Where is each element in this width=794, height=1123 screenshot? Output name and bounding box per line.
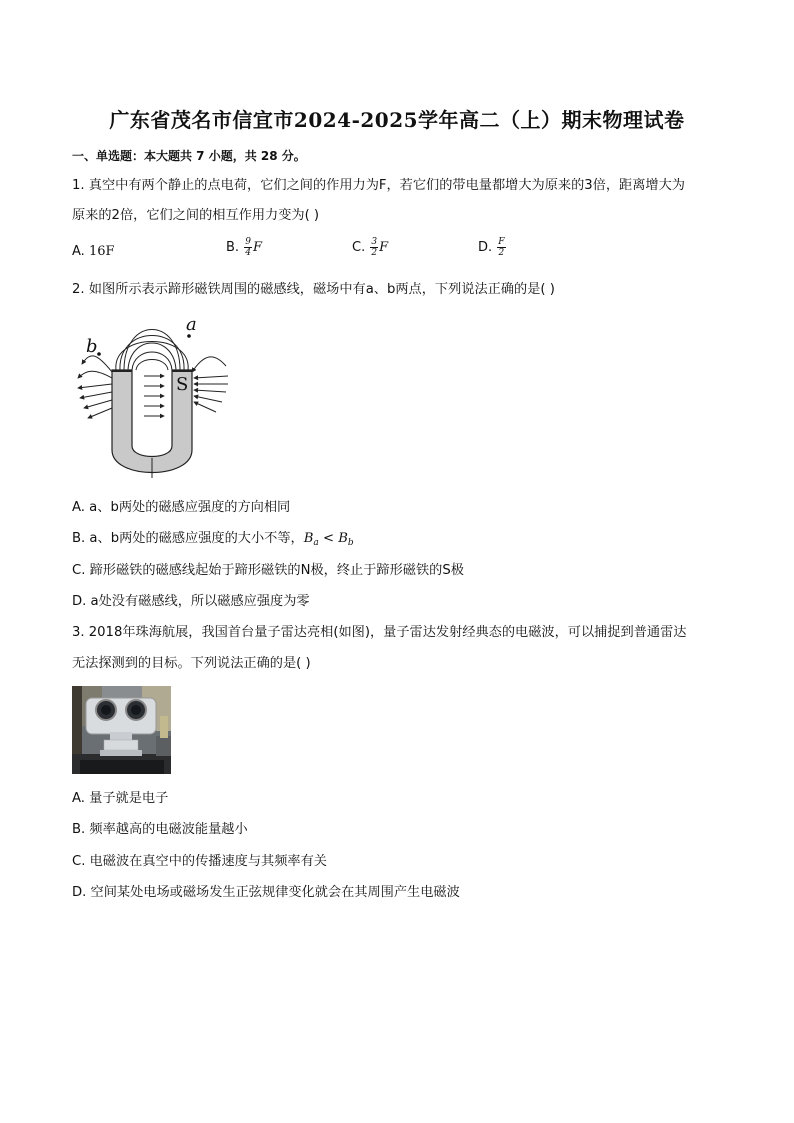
q2-option-a: A. a、b两处的磁感应强度的方向相同 [72, 500, 291, 515]
q1-option-b-var: F [252, 240, 262, 255]
q1-option-b-label: B. [226, 240, 240, 255]
q1-option-a [72, 244, 115, 259]
q3-option-b: B. 频率越高的电磁波能量越小 [72, 822, 248, 837]
q2-option-b-var2: B [338, 531, 348, 546]
label-a: a [186, 314, 197, 335]
quantum-radar-photo [72, 686, 171, 774]
q1-stem-line2: 原来的2倍，它们之间的相互作用力变为( ) [72, 208, 320, 223]
q1-option-c-label: C. [352, 240, 366, 255]
q3-option-c: C. 电磁波在真空中的传播速度与其频率有关 [72, 854, 327, 869]
q2-stem: 2. 如图所示表示蹄形磁铁周围的磁感线，磁场中有a、b两点，下列说法正确的是( ) [72, 282, 555, 297]
q1-option-c-fraction: $\frac{3}{2}$ [371, 237, 378, 258]
q1-option-c [352, 237, 388, 258]
q1-option-b-fraction: $\frac{9}{4}$ [245, 237, 251, 258]
horseshoe-magnet-figure [72, 312, 232, 480]
q1-option-b [226, 237, 262, 258]
q2-option-b-sub1: a [313, 538, 319, 548]
q2-option-b-var1: B [303, 531, 314, 546]
q2-option-c: C. 蹄形磁铁的磁感线起始于蹄形磁铁的N极，终止于蹄形磁铁的S极 [72, 563, 464, 578]
q1-option-a-value: 16F [88, 244, 115, 259]
q3-stem-line2: 无法探测到的目标。下列说法正确的是( ) [72, 656, 311, 671]
q3-option-a: A. 量子就是电子 [72, 791, 169, 806]
label-b: b [86, 336, 98, 357]
q3-option-d: D. 空间某处电场或磁场发生正弦规律变化就会在其周围产生电磁波 [72, 885, 460, 900]
q1-option-c-var: F [379, 240, 389, 255]
page-title: 广东省茂名市信宜市2024-2025学年高二（上）期末物理试卷 [109, 108, 685, 132]
point-b-dot [97, 352, 101, 356]
q3-stem-line1: 3. 2018年珠海航展，我国首台量子雷达亮相(如图)，量子雷达发射经典态的电磁波，可以捕捉到普通雷达 [72, 625, 687, 640]
q1-option-d-label: D. [478, 240, 493, 255]
q1-option-d [478, 237, 507, 258]
q1-stem-line1: 1. 真空中有两个静止的点电荷，它们之间的作用力为F，若它们的带电量都增大为原来的3倍，距离增大为 [72, 178, 685, 193]
q2-option-d: D. a处没有磁感线，所以磁感应强度为零 [72, 594, 310, 609]
section-heading: 一、单选题：本大题共 7 小题，共 28 分。 [72, 149, 306, 163]
q1-option-a-label: A. [72, 244, 85, 259]
q2-option-b-text: B. a、b两处的磁感应强度的大小不等， [72, 531, 304, 546]
q2-option-b [72, 529, 354, 553]
label-s-pole: S [176, 374, 189, 395]
q2-option-b-sub2: b [347, 538, 354, 548]
q2-option-b-relation: < [318, 531, 339, 546]
q1-option-d-fraction: $\frac{F}{2}$ [498, 237, 505, 258]
